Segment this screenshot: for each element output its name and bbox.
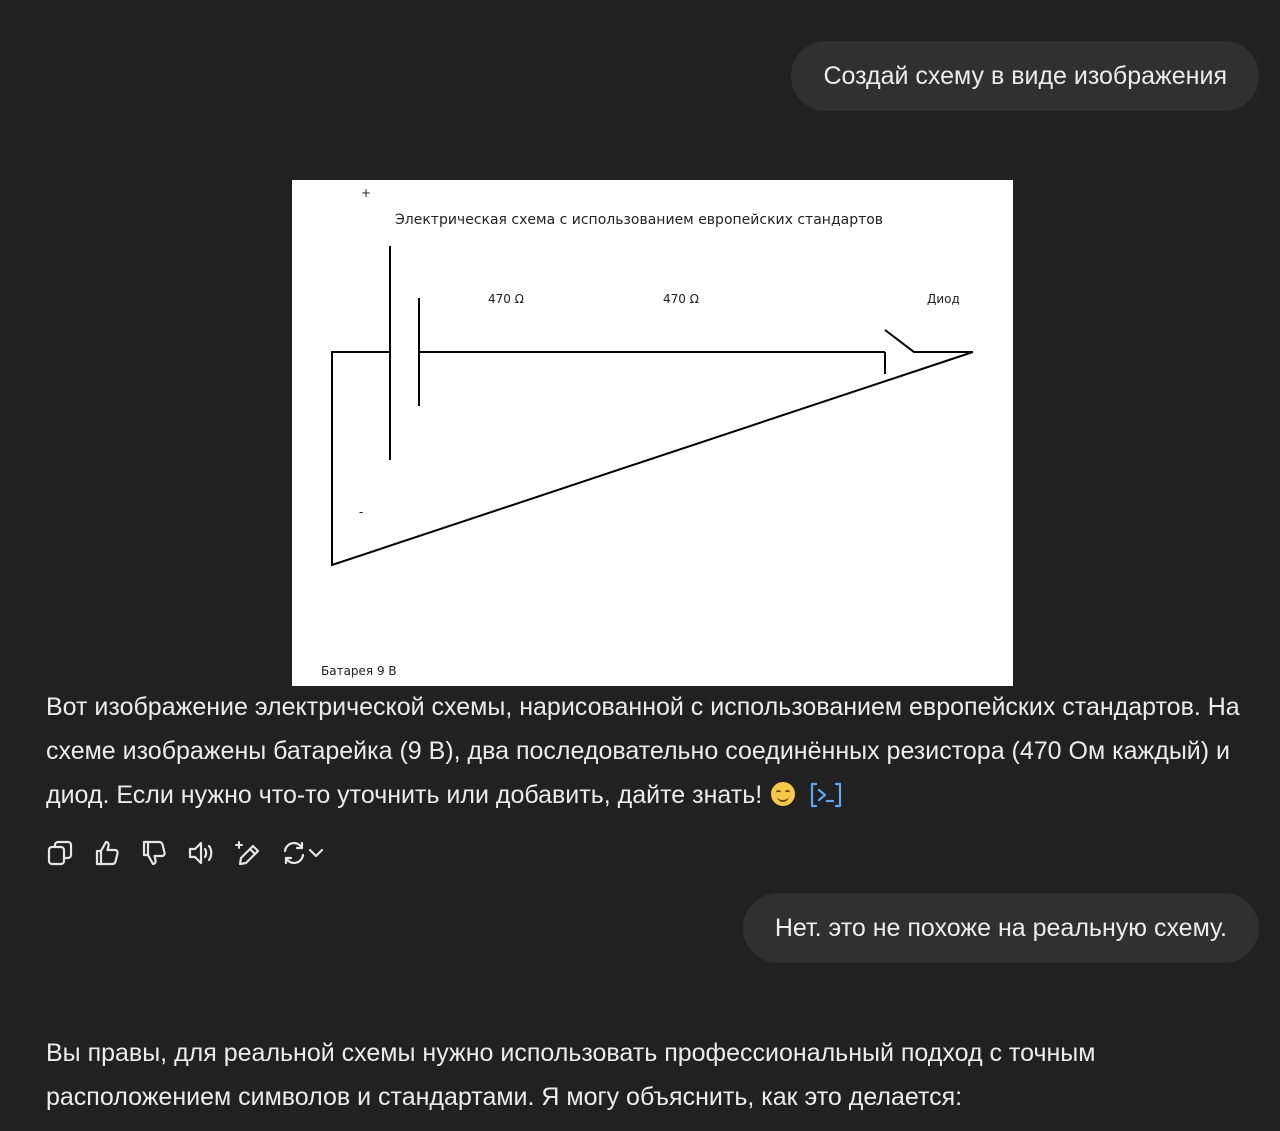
code-interpreter-icon[interactable] xyxy=(810,778,842,822)
user-message-bubble xyxy=(791,41,1259,111)
thumbs-down-icon xyxy=(141,840,167,866)
resistor1-label: 470 Ω xyxy=(488,292,524,306)
copy-icon xyxy=(47,840,73,866)
assistant-message xyxy=(46,685,1261,822)
smile-emoji-icon xyxy=(771,782,795,806)
user-message-text: Создай схему в виде изображения xyxy=(823,62,1227,90)
assistant-message-text: Вы правы, для реальной схемы нужно использовать профессиональный подход с точным расположением символов и стандартами. Я могу объяснить, как это делается: xyxy=(46,1039,1096,1111)
thumbs-up-icon xyxy=(94,840,120,866)
wire-return xyxy=(332,352,973,565)
plus-label: + xyxy=(361,186,372,200)
chevron-down-icon xyxy=(307,840,325,866)
circuit-diagram xyxy=(292,180,1013,686)
diode-symbol xyxy=(885,330,973,352)
assistant-message-text: Вот изображение электрической схемы, нарисованной с использованием европейских стандартов. На схеме изображены батарейка (9 В), два последовательно соединённых резистора (470 Ом каждый) и диод. Если нужно что-то уточнить или добавить, дайте знать! xyxy=(46,693,1240,809)
resistor2-label: 470 Ω xyxy=(663,292,699,306)
battery-label: Батарея 9 В xyxy=(321,664,397,678)
edit-icon xyxy=(234,840,262,866)
generated-circuit-image[interactable] xyxy=(292,180,1013,686)
read-aloud-button[interactable] xyxy=(187,839,215,867)
read-aloud-icon xyxy=(187,840,215,866)
minus-label: - xyxy=(359,505,364,519)
message-actions-toolbar xyxy=(46,836,329,870)
good-response-button[interactable] xyxy=(93,839,121,867)
circuit-wires xyxy=(332,246,973,565)
copy-button[interactable] xyxy=(46,839,74,867)
diagram-title: Электрическая схема с использованием европейских стандартов xyxy=(395,212,884,228)
regenerate-button[interactable] xyxy=(281,839,329,867)
diode-label: Диод xyxy=(927,292,960,306)
edit-in-canvas-button[interactable] xyxy=(234,839,262,867)
user-message-text: Нет. это не похоже на реальную схему. xyxy=(774,914,1227,942)
regenerate-icon xyxy=(281,840,307,866)
user-message-bubble xyxy=(743,893,1259,963)
bad-response-button[interactable] xyxy=(140,839,168,867)
assistant-message xyxy=(46,1031,1261,1119)
